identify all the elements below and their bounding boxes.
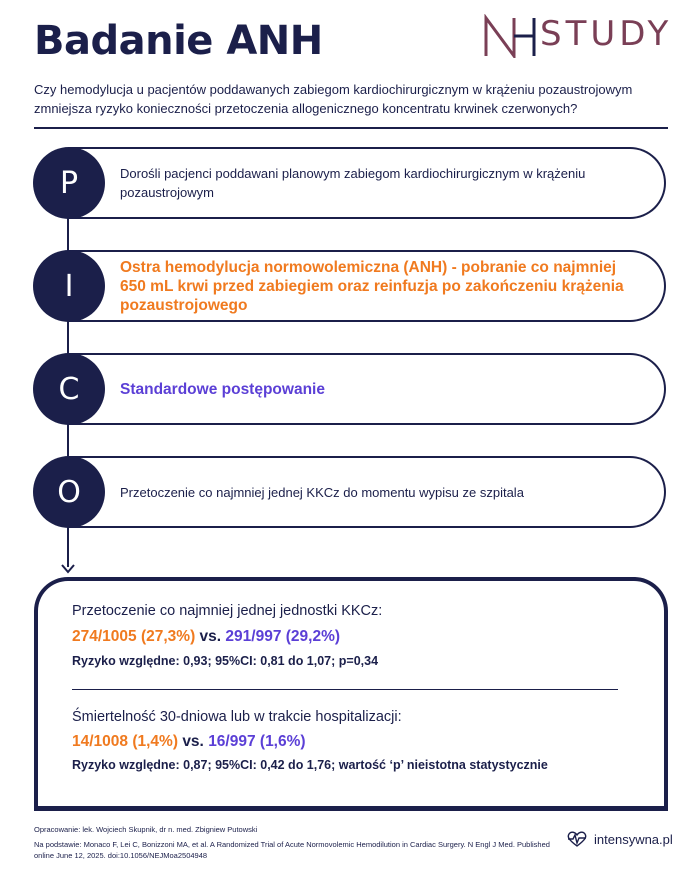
nh-logo-icon bbox=[484, 14, 540, 58]
result-1-stat: Ryzyko względne: 0,93; 95%CI: 0,81 do 1,07; p=0,34 bbox=[72, 654, 379, 668]
result-2-label: Śmiertelność 30-dniowa lub w trakcie hospitalizacji: bbox=[72, 709, 402, 725]
pico-text-intervention: Ostra hemodylucja normowolemiczna (ANH) - pobranie co najmniej 650 mL krwi przed zabiegiem oraz reinfuzja po zakończeniu krążenia pozaustrojowego bbox=[120, 258, 624, 314]
page-title: Badanie ANH bbox=[34, 18, 323, 64]
result-2-vs: vs. bbox=[182, 733, 204, 750]
pico-letter-c: C bbox=[33, 353, 105, 425]
arrow-down-icon bbox=[61, 562, 75, 574]
logo-study-text: STUDY bbox=[540, 14, 673, 54]
pico-text-outcome: Przetoczenie co najmniej jednej KKCz do momentu wypisu ze szpitala bbox=[120, 484, 524, 500]
result-1-values bbox=[72, 628, 340, 646]
research-question: Czy hemodylucja u pacjentów poddawanych zabiegom kardiochirurgicznym w krążeniu pozaustrojowym zmniejsza ryzyko konieczności przetoczenia allogenicznego koncentratu krwinek czerwonych? bbox=[34, 82, 633, 116]
result-2-values bbox=[72, 733, 306, 751]
result-2-anh: 14/1008 (1,4%) bbox=[72, 733, 178, 750]
footer-reference: Na podstawie: Monaco F, Lei C, Bonizzoni MA, et al. A Randomized Trial of Acute Normovolemic Hemodilution in Cardiac Surgery. N Engl J Med. Published online June 12, 2025. doi:10.1056/NEJMoa2504948 bbox=[34, 840, 550, 860]
footer-authors: Opracowanie: lek. Wojciech Skupnik, dr n. med. Zbigniew Putowski bbox=[34, 825, 258, 834]
header-divider bbox=[34, 127, 668, 129]
footer-credits bbox=[34, 824, 554, 861]
brand-mark bbox=[566, 830, 673, 848]
result-1-label: Przetoczenie co najmniej jednej jednostki KKCz: bbox=[72, 603, 383, 619]
result-2-stat: Ryzyko względne: 0,87; 95%CI: 0,42 do 1,76; wartość ‘p’ nieistotna statystycznie bbox=[72, 758, 548, 772]
result-1-control: 291/997 (29,2%) bbox=[225, 628, 341, 645]
heartbeat-icon bbox=[566, 830, 588, 848]
pico-letter-o: O bbox=[33, 456, 105, 528]
results-divider bbox=[72, 689, 618, 690]
pico-text-population: Dorośli pacjenci poddawani planowym zabiegom kardiochirurgicznym w krążeniu pozaustrojowym bbox=[120, 166, 586, 200]
pico-letter-p: P bbox=[33, 147, 105, 219]
result-2-control: 16/997 (1,6%) bbox=[208, 733, 306, 750]
results-panel bbox=[34, 577, 668, 811]
pico-text-comparison: Standardowe postępowanie bbox=[120, 380, 325, 398]
pico-letter-i: I bbox=[33, 250, 105, 322]
result-1-vs: vs. bbox=[199, 628, 222, 645]
brand-name: intensywna.pl bbox=[594, 831, 673, 847]
result-1-anh: 274/1005 (27,3%) bbox=[72, 628, 196, 645]
